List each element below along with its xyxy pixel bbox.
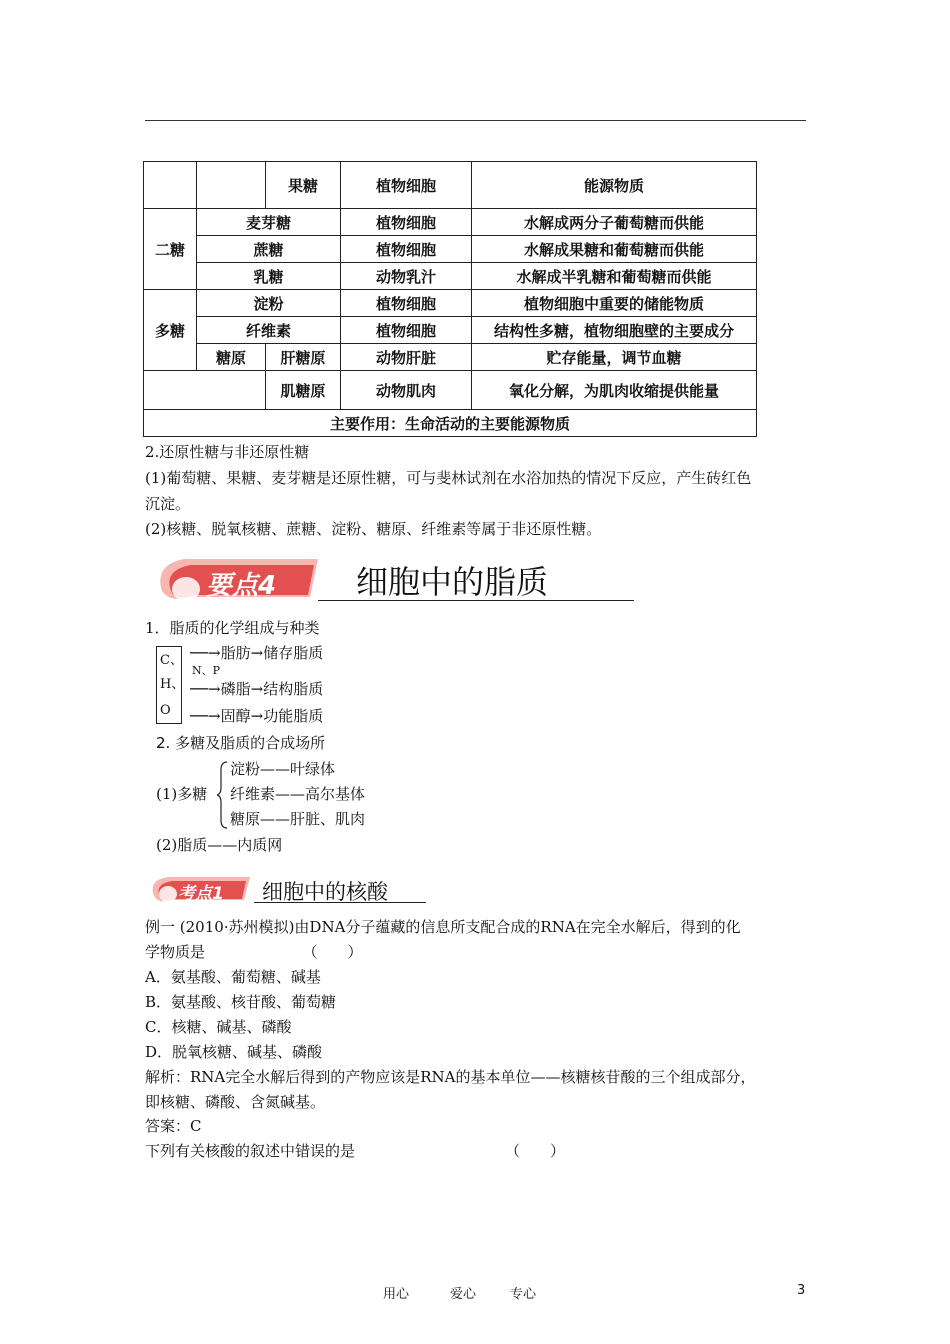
table-cell: 二糖 — [144, 209, 197, 290]
table-cell: 植物细胞 — [341, 162, 472, 209]
synth-label-polysaccharide: (1)多糖 — [156, 785, 208, 803]
table-cell: 麦芽糖 — [197, 209, 341, 236]
table-cell: 糖原 — [197, 344, 266, 371]
table-cell: 植物细胞 — [341, 290, 472, 317]
banner-underline — [318, 600, 634, 601]
next-question: 下列有关核酸的叙述中错误的是 — [145, 1142, 356, 1160]
table-cell: 水解成果糖和葡萄糖而供能 — [472, 236, 757, 263]
lipid-title: 1．脂质的化学组成与种类 — [145, 619, 320, 637]
table-cell: 蔗糖 — [197, 236, 341, 263]
analysis: 解析：RNA完全水解后得到的产物应该是RNA的基本单位——核糖核苷酸的三个组成部分， — [145, 1068, 756, 1086]
synth-glycogen: 糖原——肝脏、肌肉 — [230, 810, 366, 828]
table-row — [144, 263, 757, 290]
table-cell: 动物乳汁 — [341, 263, 472, 290]
header-rule — [145, 120, 806, 121]
example-question-cont: 学物质是 （ ） — [145, 943, 363, 961]
table-cell: 能源物质 — [472, 162, 757, 209]
option-d: D．脱氧核糖、碱基、磷酸 — [145, 1043, 323, 1061]
table-cell: 果糖 — [266, 162, 341, 209]
option-b: B．氨基酸、核苷酸、葡萄糖 — [145, 993, 337, 1011]
footer-motto-3: 专心 — [510, 1287, 537, 1302]
exam-banner — [146, 872, 436, 908]
table-cell: 多糖 — [144, 290, 197, 371]
footer-motto-1: 用心 — [383, 1287, 410, 1302]
example-question: 例一 (2010·苏州模拟)由DNA分子蕴藏的信息所支配合成的RNA在完全水解后，得到的化 — [145, 918, 741, 936]
table-row — [144, 317, 757, 344]
option-a: A．氨基酸、葡萄糖、碱基 — [145, 968, 321, 986]
synth-cellulose: 纤维素——高尔基体 — [230, 785, 366, 803]
table-cell: 肝糖原 — [266, 344, 341, 371]
next-question-paren: （ ） — [505, 1142, 566, 1160]
option-c: C．核糖、碱基、磷酸 — [145, 1018, 292, 1036]
answer: 答案：C — [145, 1117, 202, 1135]
banner-tag: 要点4 — [206, 571, 277, 601]
synth-title: 2. 多糖及脂质的合成场所 — [156, 734, 326, 752]
table-row — [144, 162, 757, 209]
table-row — [144, 209, 757, 236]
table-row — [144, 344, 757, 371]
sugar-table — [143, 161, 757, 437]
table-row — [144, 410, 757, 437]
element-c: C、 — [160, 653, 183, 668]
table-row — [144, 290, 757, 317]
synth-lipid: (2)脂质——内质网 — [156, 836, 283, 854]
lipid-diagram — [156, 646, 406, 726]
footer-motto-2: 爱心 — [450, 1287, 477, 1302]
table-row — [144, 236, 757, 263]
page-number: 3 — [797, 1283, 806, 1298]
table-cell: 氧化分解，为肌肉收缩提供能量 — [472, 371, 757, 410]
exam-title: 细胞中的核酸 — [262, 880, 388, 904]
reducing-title: 2.还原性糖与非还原性糖 — [145, 443, 310, 461]
table-cell: 植物细胞 — [341, 236, 472, 263]
table-cell: 植物细胞 — [341, 209, 472, 236]
lipid-row-sterol: ──→固醇→功能脂质 — [190, 707, 324, 725]
reducing-p2: (2)核糖、脱氧核糖、蔗糖、淀粉、糖原、纤维素等属于非还原性糖。 — [145, 520, 602, 538]
brace-icon — [217, 760, 229, 830]
table-cell: 植物细胞 — [341, 317, 472, 344]
element-h: H、 — [160, 677, 185, 692]
table-cell: 纤维素 — [197, 317, 341, 344]
section-banner — [150, 551, 640, 611]
table-row — [144, 371, 757, 410]
table-cell: 肌糖原 — [266, 371, 341, 410]
banner-underline — [254, 902, 426, 903]
table-cell: 植物细胞中重要的储能物质 — [472, 290, 757, 317]
synth-starch: 淀粉——叶绿体 — [230, 760, 336, 778]
table-cell: 贮存能量，调节血糖 — [472, 344, 757, 371]
table-cell: 水解成半乳糖和葡萄糖而供能 — [472, 263, 757, 290]
table-cell: 乳糖 — [197, 263, 341, 290]
lipid-row-fat: ──→脂肪→储存脂质 — [190, 644, 324, 662]
table-cell: 动物肌肉 — [341, 371, 472, 410]
table-cell: 结构性多糖，植物细胞壁的主要成分 — [472, 317, 757, 344]
table-cell: 动物肝脏 — [341, 344, 472, 371]
np-label: N、P — [192, 664, 221, 677]
reducing-p1b: 沉淀。 — [145, 495, 191, 513]
table-footer: 主要作用：生命活动的主要能源物质 — [144, 410, 757, 437]
table-cell: 水解成两分子葡萄糖而供能 — [472, 209, 757, 236]
banner-tag: 考点1 — [178, 884, 224, 904]
reducing-p1: (1)葡萄糖、果糖、麦芽糖是还原性糖，可与斐林试剂在水浴加热的情况下反应，产生砖红色 — [145, 469, 752, 487]
section-title: 细胞中的脂质 — [356, 563, 549, 601]
element-o: O — [160, 703, 171, 718]
lipid-row-phospholipid: ──→磷脂→结构脂质 — [190, 680, 324, 698]
analysis-cont: 即核糖、磷酸、含氮碱基。 — [145, 1093, 326, 1111]
table-cell: 淀粉 — [197, 290, 341, 317]
